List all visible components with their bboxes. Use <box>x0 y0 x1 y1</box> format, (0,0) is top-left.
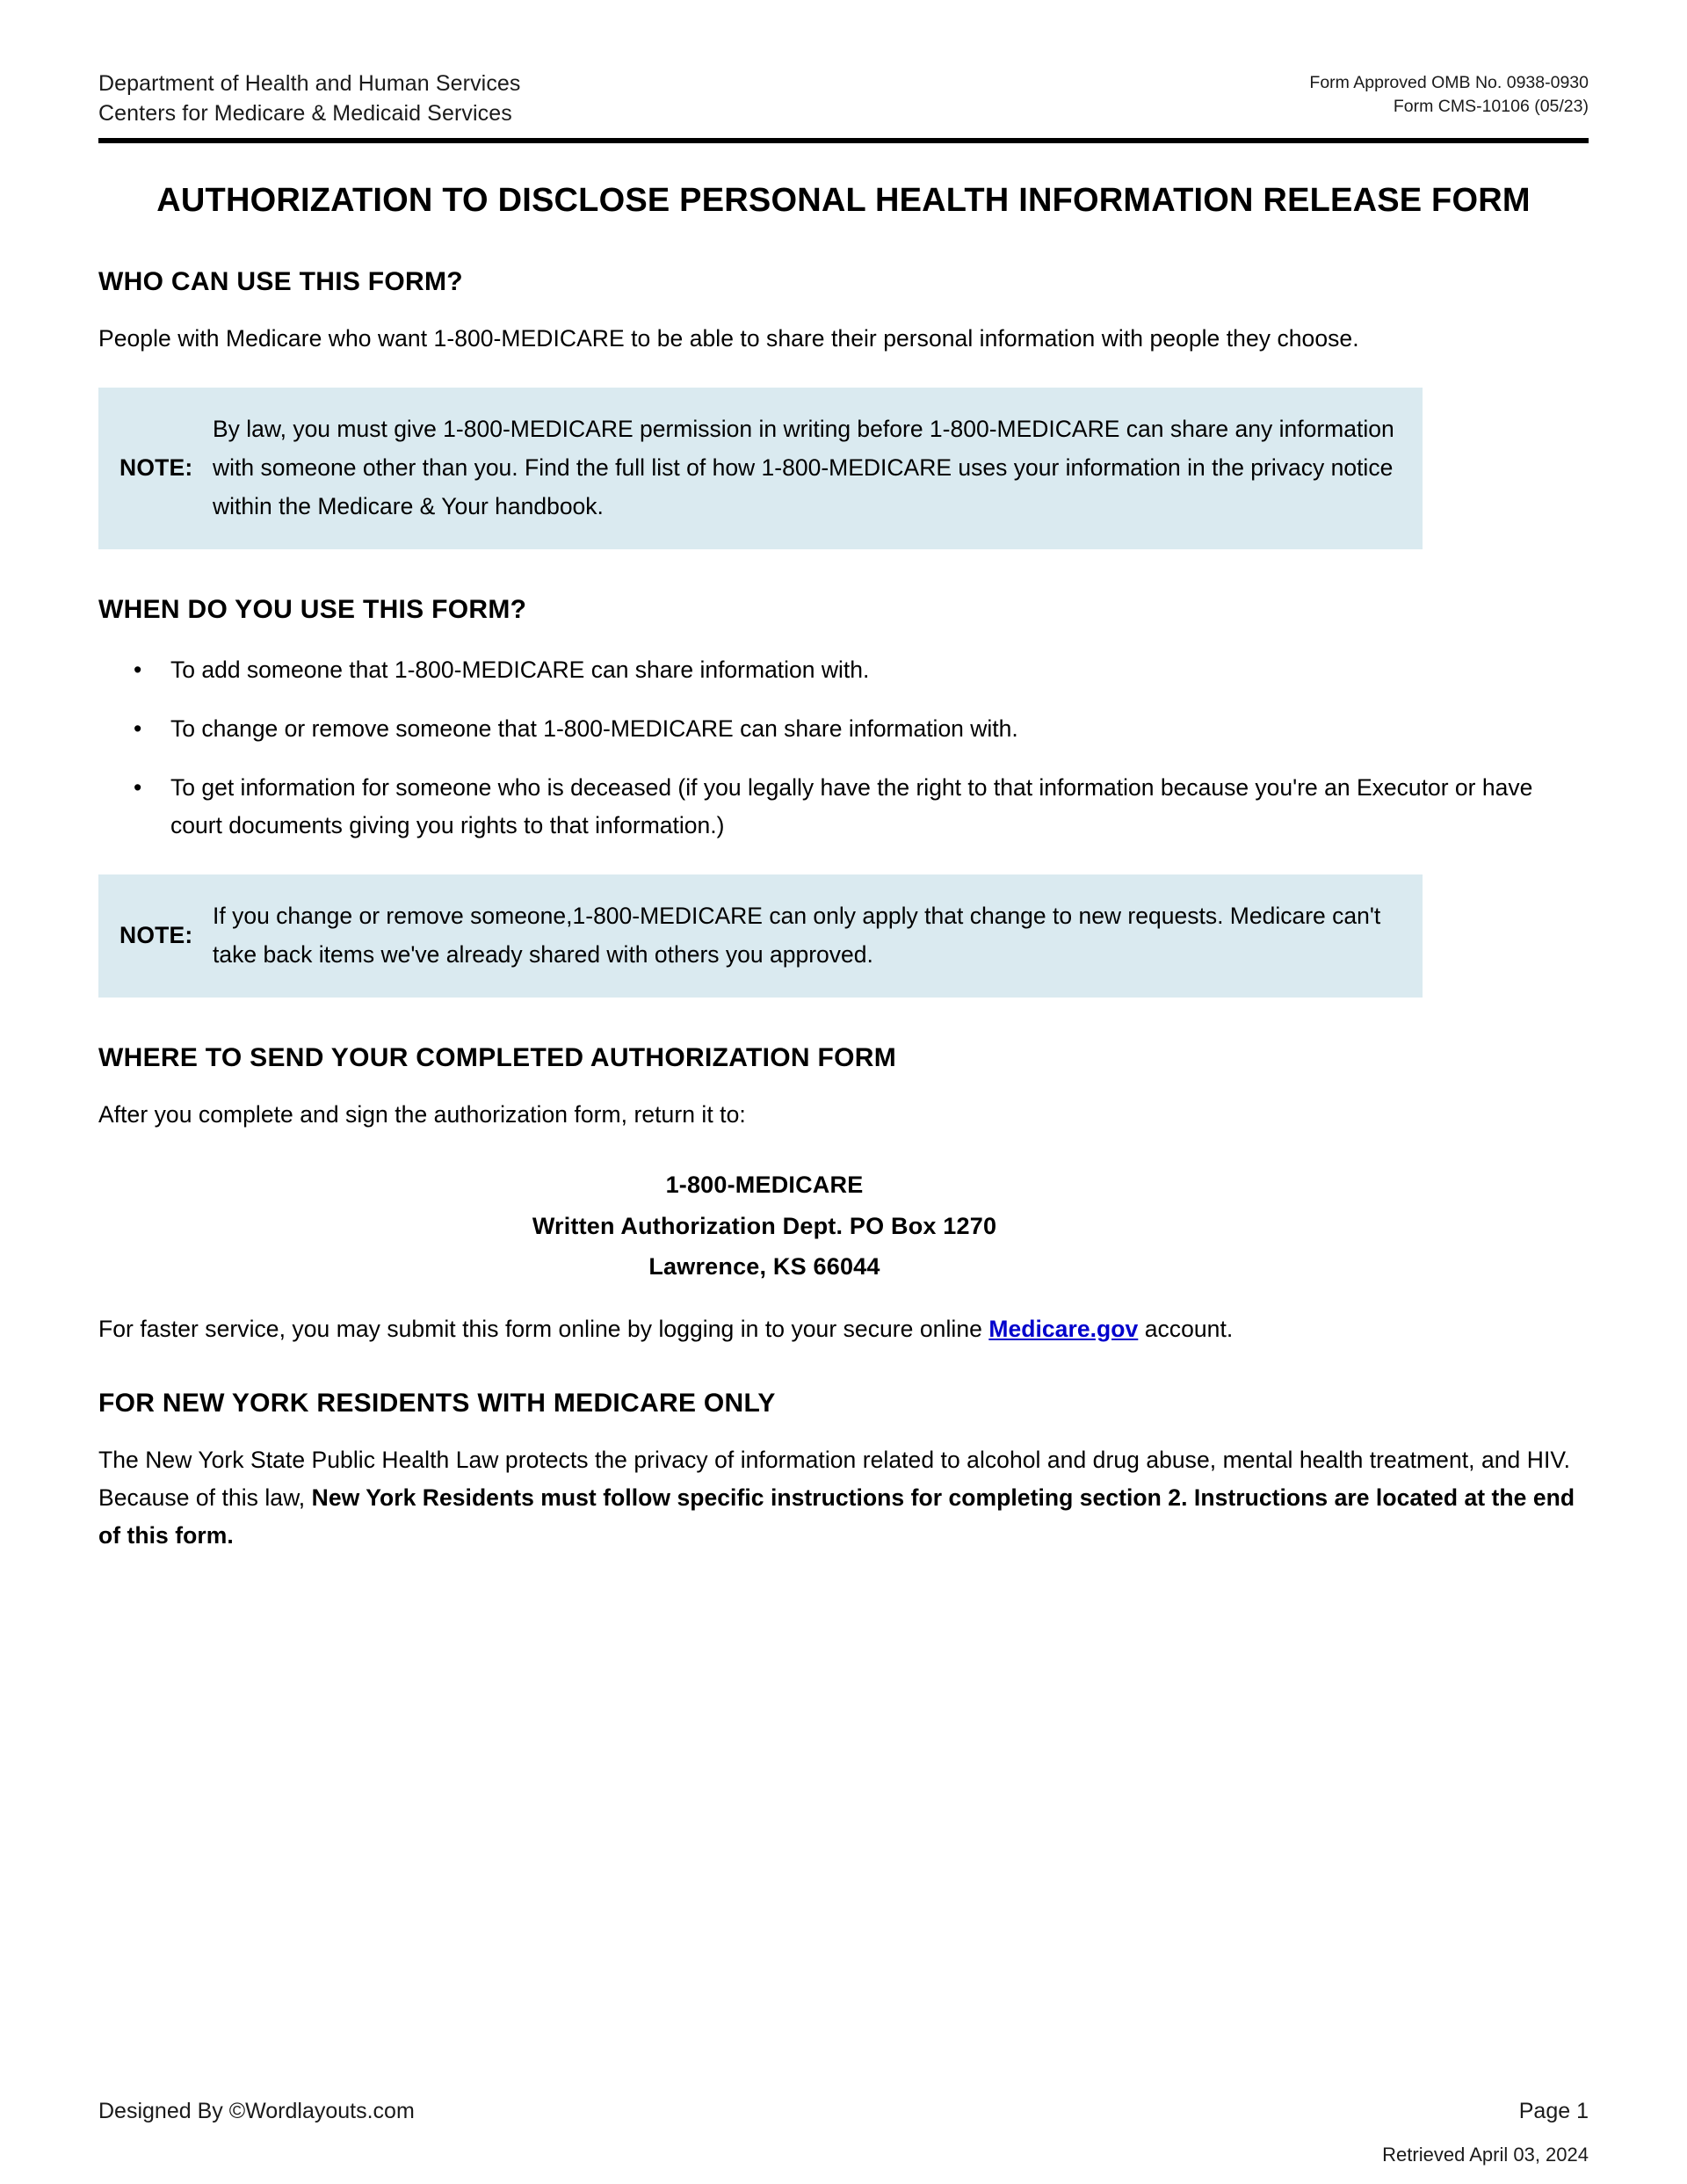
list-item-label: To add someone that 1-800-MEDICARE can share information with. <box>170 656 870 683</box>
note-text: By law, you must give 1-800-MEDICARE permission in writing before 1-800-MEDICARE can share any information with someone other than you. Find the full list of how 1-800-MEDICARE uses your information in the privacy notice within the Medicare & Your handbook. <box>213 415 1394 519</box>
note-text: If you change or remove someone,1-800-MEDICARE can only apply that change to new requests. Medicare can't take back items we've already shared with others you approved. <box>213 902 1381 968</box>
footer-main-row <box>98 2099 1589 2124</box>
list-item-label: To get information for someone who is deceased (if you legally have the right to that information because you're an Executor or have court documents giving you rights to that information.) <box>170 773 1533 838</box>
page-title: AUTHORIZATION TO DISCLOSE PERSONAL HEALTH INFORMATION RELEASE FORM <box>156 181 1531 219</box>
form-number: Form CMS-10106 (05/23) <box>1393 96 1589 116</box>
section-heading-when-to-use: WHEN DO YOU USE THIS FORM? <box>98 594 527 624</box>
medicare-gov-link[interactable]: Medicare.gov <box>988 1315 1139 1342</box>
section-body-online-submission <box>98 1310 1589 1348</box>
mailing-address-block <box>98 1165 1589 1287</box>
agency-name-line2: Centers for Medicare & Medicaid Services <box>98 101 512 127</box>
footer-designed-by: Designed By ©Wordlayouts.com <box>98 2099 415 2123</box>
note-label: NOTE: <box>119 454 193 482</box>
section-body-where-to-send-intro: After you complete and sign the authorization form, return it to: <box>98 1100 746 1128</box>
agency-name-line1: Department of Health and Human Services <box>98 71 521 96</box>
document-header <box>98 0 1589 129</box>
note-box-permission <box>98 388 1423 549</box>
address-line-city-state-zip: Lawrence, KS 66044 <box>648 1253 880 1281</box>
section-body-new-york <box>98 1441 1589 1555</box>
section-heading-who-can-use: WHO CAN USE THIS FORM? <box>98 267 463 296</box>
address-line-organization: 1-800-MEDICARE <box>665 1172 864 1199</box>
agency-identification <box>98 69 521 129</box>
omb-approval-block <box>1309 69 1589 118</box>
online-submission-prefix: For faster service, you may submit this form online by logging in to your secure online <box>98 1315 989 1342</box>
list-item <box>134 710 1589 748</box>
bullet-point-icon: • <box>134 715 142 742</box>
header-divider-rule <box>98 138 1589 143</box>
footer-page-number: Page 1 <box>1518 2099 1589 2123</box>
when-to-use-bullet-list <box>98 651 1589 845</box>
section-heading-where-to-send: WHERE TO SEND YOUR COMPLETED AUTHORIZATION FORM <box>98 1042 896 1072</box>
list-item <box>134 769 1589 845</box>
list-item-label: To change or remove someone that 1-800-MEDICARE can share information with. <box>170 715 1018 742</box>
note-box-change-remove <box>98 874 1423 998</box>
new-york-text-normal: The New York State Public Health Law protects the privacy of information related to alcohol and drug abuse, mental health treatment, and HIV. Because of this law, <box>98 1446 1571 1511</box>
online-submission-suffix: account. <box>1138 1315 1234 1342</box>
bullet-point-icon: • <box>134 656 142 683</box>
footer-retrieved-date: Retrieved April 03, 2024 <box>1382 2144 1589 2166</box>
list-item <box>134 651 1589 689</box>
section-heading-new-york: FOR NEW YORK RESIDENTS WITH MEDICARE ONLY <box>98 1388 776 1418</box>
section-body-who-can-use: People with Medicare who want 1-800-MEDICARE to be able to share their personal information with people they choose. <box>98 325 1359 352</box>
omb-number: Form Approved OMB No. 0938-0930 <box>1309 73 1589 92</box>
new-york-text-emphasis: New York Residents must follow specific instructions for completing section 2. Instructions are located at the end of this form. <box>98 1484 1575 1549</box>
document-footer <box>98 2099 1589 2166</box>
address-line-department: Written Authorization Dept. PO Box 1270 <box>532 1212 997 1239</box>
bullet-point-icon: • <box>134 773 142 801</box>
note-label: NOTE: <box>119 922 193 949</box>
